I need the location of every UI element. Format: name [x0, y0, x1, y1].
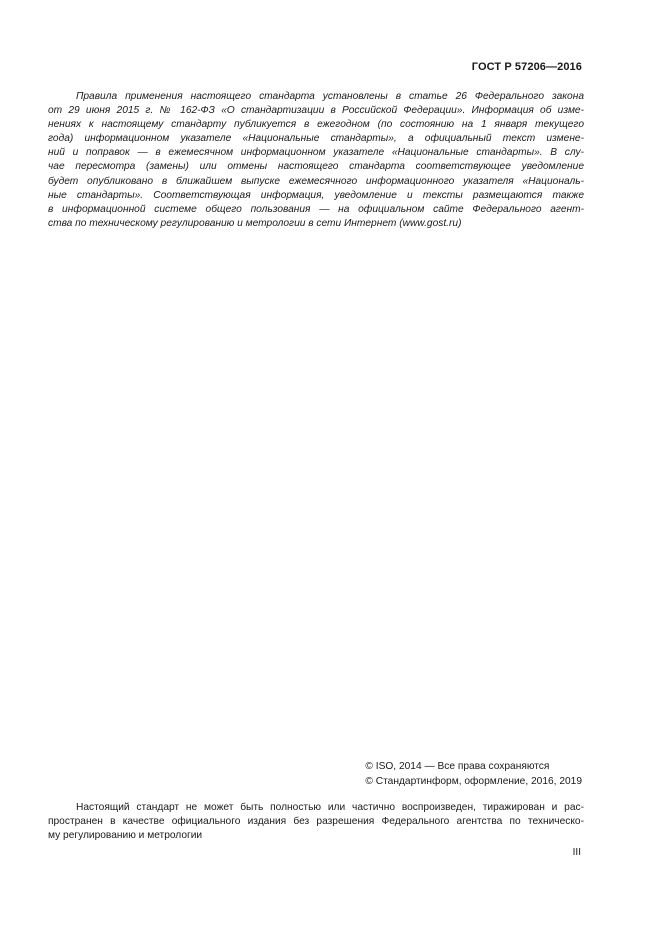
copyright-block — [365, 759, 582, 789]
copyright-line-iso: © ISO, 2014 — Все права сохраняются — [365, 761, 550, 772]
page-number: III — [572, 847, 581, 858]
reproduction-notice — [48, 801, 584, 844]
copyright-line-standartinform: © Стандартинформ, оформление, 2016, 2019 — [365, 776, 582, 787]
notice-line: Правила применения настоящего стандарта установлены в статье 26 Федерального закона — [76, 91, 584, 102]
notice-line: ные стандарты». Соответствующая информация, уведомление и тексты размещаются также — [48, 189, 584, 201]
notice-line: нениях к настоящему стандарту публикуется в ежегодном (по состоянию на 1 января текущего — [48, 119, 584, 131]
standard-code-header: ГОСТ Р 57206—2016 — [471, 61, 582, 73]
notice-line: года) информационном указателе «Национальные стандарты», а официальный текст измене- — [48, 133, 584, 145]
notice-line: будет опубликовано в ближайшем выпуске ежемесячного информационного указателя «Националь- — [48, 175, 584, 187]
reproduction-line: Настоящий стандарт не может быть полностью или частично воспроизведен, тиражирован и рас- — [76, 802, 584, 813]
notice-line: от 29 июня 2015 г. № 162-ФЗ «О стандартизации в Российской Федерации». Информация об изме- — [48, 105, 584, 117]
application-rules-notice — [48, 90, 584, 231]
reproduction-line: пространен в качестве официального издания без разрешения Федерального агентства по техническо- — [48, 816, 584, 828]
notice-line: в информационной системе общего пользования — на официальном сайте Федерального агент- — [48, 203, 584, 215]
notice-line: ний и поправок — в ежемесячном информационном указателе «Национальные стандарты». В слу- — [48, 147, 584, 159]
notice-line: ства по техническому регулированию и метрологии в сети Интернет (www.gost.ru) — [48, 217, 462, 229]
notice-line: чае пересмотра (замены) или отмены настоящего стандарта соответствующее уведомление — [48, 161, 584, 173]
reproduction-line: му регулированию и метрологии — [48, 830, 203, 842]
